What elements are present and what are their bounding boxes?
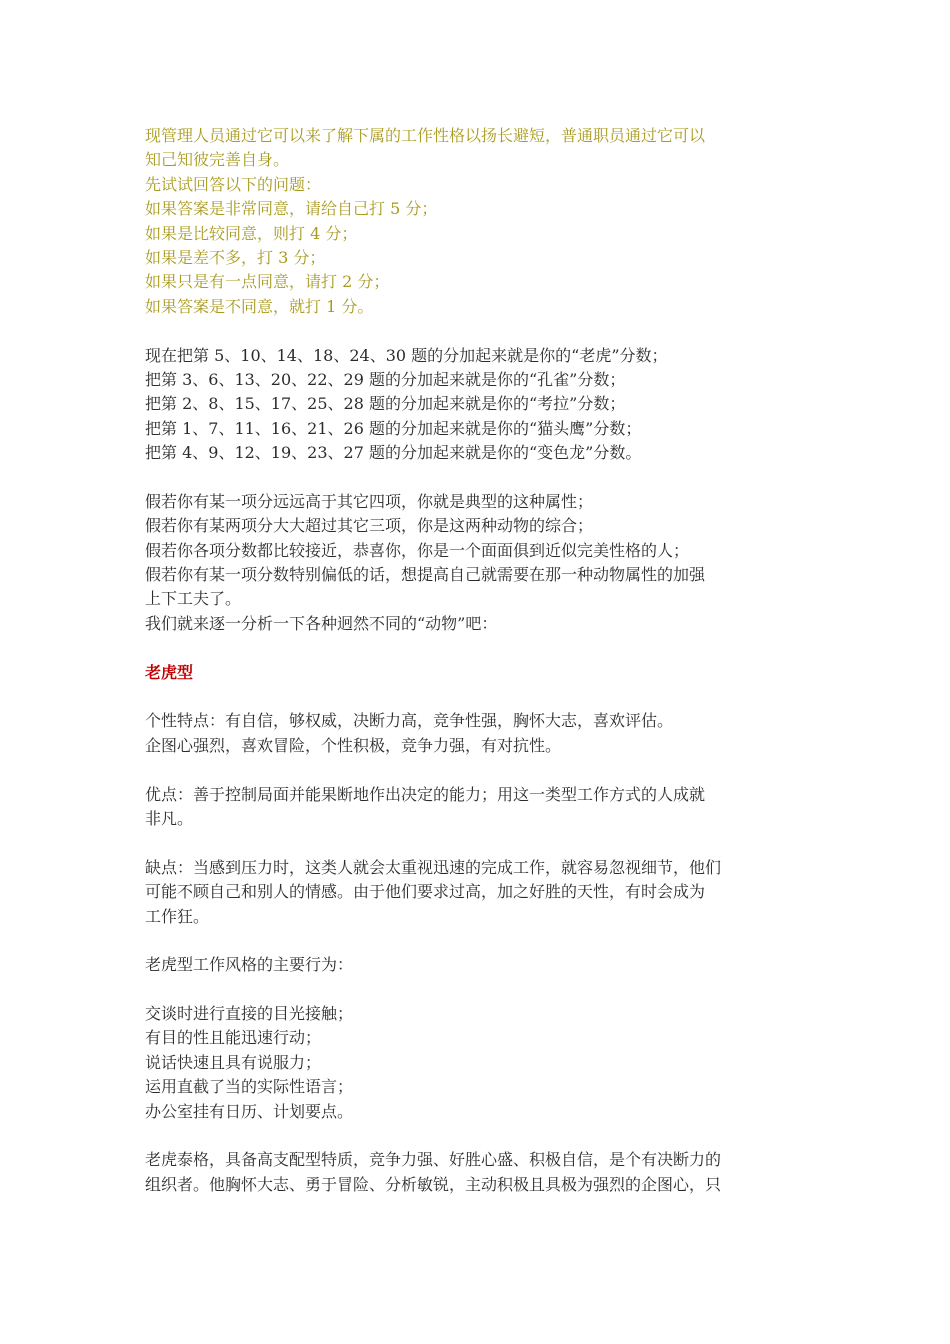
paragraph-spacer <box>145 685 810 709</box>
behavior-item: 有目的性且能迅速行动； <box>145 1028 322 1048</box>
strengths-line: 优点：善于控制局面并能果断地作出决定的能力；用这一类型工作方式的人成就 <box>145 784 706 804</box>
weaknesses-line: 缺点：当感到压力时，这类人就会太重视迅速的完成工作，就容易忽视细节，他们 <box>145 857 722 877</box>
interpretation-line: 上下工夫了。 <box>145 589 242 609</box>
instruction-line: 如果是差不多，打 3 分； <box>145 247 326 267</box>
instruction-line: 如果答案是不同意，就打 1 分。 <box>145 296 374 316</box>
instruction-line: 先试试回答以下的问题： <box>145 174 322 194</box>
scoring-line: 把第 4、9、12、19、23、27 题的分加起来就是你的“变色龙”分数。 <box>145 443 642 463</box>
paragraph-spacer <box>145 831 810 855</box>
behavior-item: 说话快速且具有说服力； <box>145 1052 322 1072</box>
paragraph-spacer <box>145 465 810 489</box>
traits-line: 个性特点：有自信，够权威，决断力高，竞争性强，胸怀大志，喜欢评估。 <box>145 711 674 731</box>
instruction-line: 如果是比较同意，则打 4 分； <box>145 223 358 243</box>
paragraph-spacer <box>145 636 810 660</box>
paragraph-spacer <box>145 1124 810 1148</box>
scoring-line: 把第 3、6、13、20、22、29 题的分加起来就是你的“孔雀”分数； <box>145 369 626 389</box>
paragraph-spacer <box>145 758 810 782</box>
scoring-line: 把第 1、7、11、16、21、26 题的分加起来就是你的“猫头鹰”分数； <box>145 418 642 438</box>
intro-line: 知己知彼完善自身。 <box>145 150 290 170</box>
traits-line: 企图心强烈，喜欢冒险，个性积极，竞争力强，有对抗性。 <box>145 735 562 755</box>
interpretation-line: 假若你有某两项分大大超过其它三项，你是这两种动物的综合； <box>145 516 594 536</box>
weaknesses-line: 可能不顾自己和别人的情感。由于他们要求过高，加之好胜的天性，有时会成为 <box>145 882 706 902</box>
interpretation-line: 假若你有某一项分远远高于其它四项，你就是典型的这种属性； <box>145 491 594 511</box>
instruction-line: 如果答案是非常同意，请给自己打 5 分； <box>145 199 438 219</box>
behavior-item: 运用直截了当的实际性语言； <box>145 1077 354 1097</box>
interpretation-line: 我们就来逐一分析一下各种迥然不同的“动物”吧： <box>145 613 498 633</box>
document-page <box>145 124 810 1197</box>
interpretation-line: 假若你各项分数都比较接近，恭喜你，你是一个面面俱到近似完美性格的人； <box>145 540 690 560</box>
summary-line: 组织者。他胸怀大志、勇于冒险、分析敏锐，主动积极且具极为强烈的企图心，只 <box>145 1174 722 1194</box>
section-heading-tiger: 老虎型 <box>145 662 194 682</box>
interpretation-line: 假若你有某一项分数特别偏低的话，想提高自己就需要在那一种动物属性的加强 <box>145 565 706 585</box>
scoring-line: 把第 2、8、15、17、25、28 题的分加起来就是你的“考拉”分数； <box>145 394 626 414</box>
instruction-line: 如果只是有一点同意，请打 2 分； <box>145 272 390 292</box>
behavior-item: 交谈时进行直接的目光接触； <box>145 1004 354 1024</box>
weaknesses-line: 工作狂。 <box>145 906 210 926</box>
paragraph-spacer <box>145 929 810 953</box>
behavior-title: 老虎型工作风格的主要行为： <box>145 955 354 975</box>
scoring-line: 现在把第 5、10、14、18、24、30 题的分加起来就是你的“老虎”分数； <box>145 345 668 365</box>
paragraph-spacer <box>145 319 810 343</box>
strengths-line: 非凡。 <box>145 808 194 828</box>
behavior-item: 办公室挂有日历、计划要点。 <box>145 1101 354 1121</box>
paragraph-spacer <box>145 978 810 1002</box>
summary-line: 老虎泰格，具备高支配型特质，竞争力强、好胜心盛、积极自信，是个有决断力的 <box>145 1150 722 1170</box>
intro-line: 现管理人员通过它可以来了解下属的工作性格以扬长避短，普通职员通过它可以 <box>145 126 706 145</box>
